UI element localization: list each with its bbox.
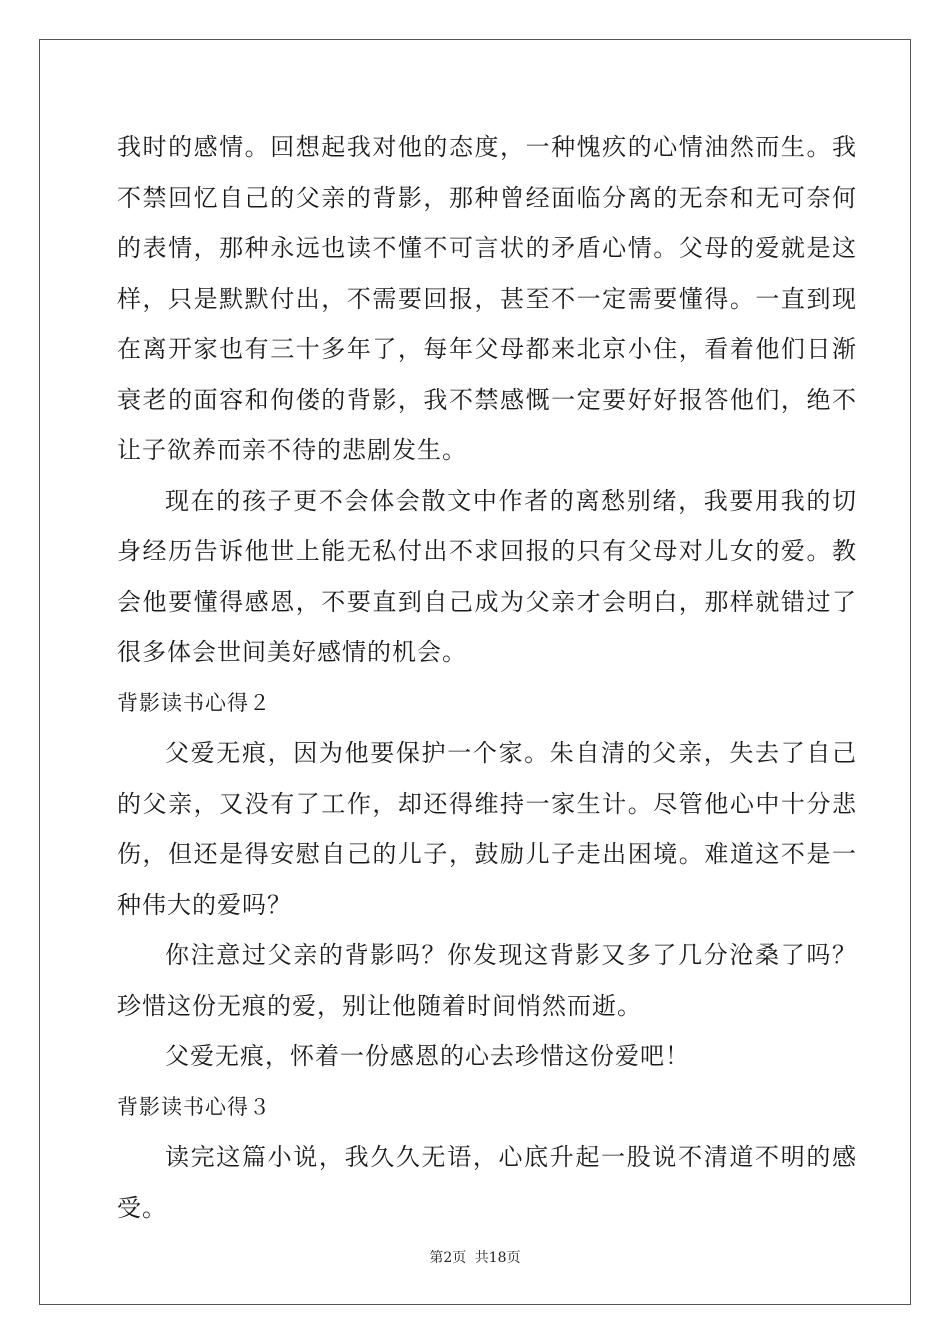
page-number: 第2页 xyxy=(429,1250,467,1266)
paragraph: 现在的孩子更不会体会散文中作者的离愁别绪，我要用我的切身经历告诉他世上能无私付出不求回报的只有父母对儿女的爱。教会他要懂得感恩，不要直到自己成为父亲才会明白，那样就错过了很多体会世间美好感情的机会。 xyxy=(117,486,857,666)
paragraph: 父爱无痕，怀着一份感恩的心去珍惜这份爱吧！ xyxy=(165,1042,690,1070)
paragraph: 我时的感情。回想起我对他的态度，一种愧疚的心情油然而生。我不禁回忆自己的父亲的背影，那种曾经面临分离的无奈和无可奈何的表情，那种永远也读不懂不可言状的矛盾心情。父母的爱就是这样，只是默默付出，不需要回报，甚至不一定需要懂得。一直到现在离开家也有三十多年了，每年父母都来北京小住，看着他们日渐衰老的面容和佝偻的背影，我不禁感慨一定要好好报答他们，绝不让子欲养而亲不待的悲剧发生。 xyxy=(117,133,857,464)
section-heading: 背影读书心得２ xyxy=(117,690,271,715)
document-body xyxy=(117,122,857,1233)
section-heading: 背影读书心得３ xyxy=(117,1094,271,1119)
page-footer xyxy=(0,1247,950,1267)
paragraph: 父爱无痕，因为他要保护一个家。朱自清的父亲，失去了自己的父亲，又没有了工作，却还得维持一家生计。尽管他心中十分悲伤，但还是得安慰自己的儿子，鼓励儿子走出困境。难道这不是一种伟大的爱吗？ xyxy=(117,739,857,919)
paragraph: 读完这篇小说，我久久无语，心底升起一股说不清道不明的感受。 xyxy=(117,1143,857,1222)
page-total: 共18页 xyxy=(474,1250,521,1266)
paragraph: 你注意过父亲的背影吗？你发现这背影又多了几分沧桑了吗？珍惜这份无痕的爱，别让他随着时间悄然而逝。 xyxy=(117,941,857,1020)
